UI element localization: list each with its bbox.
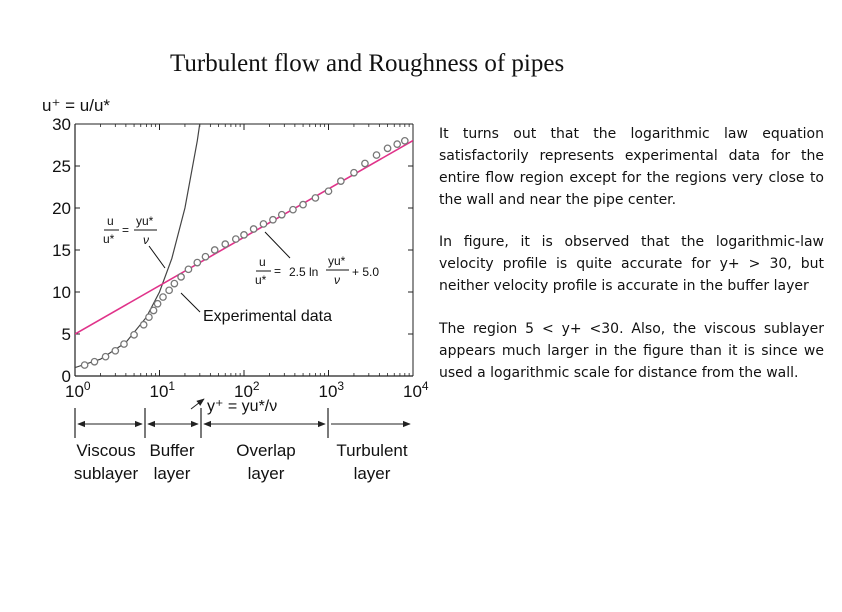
data-point: [131, 332, 137, 338]
data-point: [362, 160, 368, 166]
data-point: [222, 241, 228, 247]
log-eq-equals: =: [274, 264, 282, 278]
data-point: [351, 170, 357, 176]
viscous-eq-rhs-num: yu*: [136, 214, 154, 228]
data-point: [171, 280, 177, 286]
data-point: [185, 266, 191, 272]
region-overlap-line1: Overlap: [236, 441, 296, 460]
region-overlap-line2: layer: [247, 464, 285, 483]
data-point: [154, 301, 160, 307]
data-point: [112, 348, 118, 354]
data-point: [250, 226, 256, 232]
data-point: [146, 314, 152, 320]
y-tick-label: 25: [52, 157, 71, 176]
data-point: [211, 247, 217, 253]
y-tick-label: 5: [61, 325, 71, 344]
x-tick-label: $10^2$: [234, 379, 260, 401]
data-point: [194, 259, 200, 265]
x-axis-label: y⁺ = yu*/ν: [207, 398, 278, 415]
data-point: [166, 287, 172, 293]
data-point: [260, 221, 266, 227]
data-point: [384, 145, 390, 151]
log-eq-suffix: + 5.0: [352, 265, 380, 279]
log-eq-pointer: [265, 232, 290, 258]
x-tick-label: $10^0$: [65, 379, 91, 401]
log-eq-lhs-den: u*: [255, 273, 267, 287]
x-axis-label-group: [191, 398, 277, 415]
data-point: [178, 274, 184, 280]
data-point: [325, 188, 331, 194]
x-tick-label: $10^3$: [318, 379, 345, 401]
y-tick-label: 20: [52, 199, 71, 218]
x-axis-label-arrow: [191, 399, 204, 409]
data-point: [202, 254, 208, 260]
data-point: [160, 294, 166, 300]
log-eq-frac-num: yu*: [328, 254, 346, 268]
paragraph-accuracy: In figure, it is observed that the logarithmic-law velocity profile is quite accurate for y+ > 30, but neither velocity profile is accurate in the buffer layer: [439, 234, 824, 294]
log-eq-prefix: 2.5 ln: [289, 265, 319, 279]
data-point: [140, 322, 146, 328]
y-tick-label: 15: [52, 241, 71, 260]
data-point: [270, 217, 276, 223]
viscous-eq-lhs-num: u: [107, 214, 114, 228]
viscous-equation: [103, 214, 157, 247]
data-point: [121, 341, 127, 347]
region-viscous-line1: Viscous: [76, 441, 136, 460]
viscous-eq-rhs-den: ν: [143, 233, 149, 247]
x-tick-label: $10^4$: [403, 379, 429, 401]
experimental-data-label: Experimental data: [203, 308, 332, 325]
data-point: [312, 195, 318, 201]
data-point: [290, 206, 296, 212]
data-point: [91, 359, 97, 365]
experimental-data-pointer: [181, 293, 200, 312]
paragraph-log-law: It turns out that the logarithmic law equation satisfactorily represents experimental data for the entire flow region except for the regions very close to the wall and near the pipe center.: [439, 126, 824, 208]
paragraph-buffer-region: The region 5 < y+ <30. Also, the viscous sublayer appears much larger in the figure than it is since we used a logarithmic scale for distance from the wall.: [439, 321, 824, 381]
data-point: [233, 236, 239, 242]
y-tick-label: 0: [61, 367, 71, 386]
data-point: [402, 138, 408, 144]
region-turbulent-line2: layer: [353, 464, 391, 483]
viscous-eq-equals: =: [122, 223, 130, 237]
region-dividers: [75, 408, 328, 438]
y-tick-label: 10: [52, 283, 71, 302]
region-buffer-line1: Buffer: [149, 441, 195, 460]
x-tick-label: $10^1$: [149, 379, 176, 401]
log-eq-frac-den: ν: [334, 273, 340, 287]
data-point: [81, 362, 87, 368]
slide-title: Turbulent flow and Roughness of pipes: [170, 50, 565, 77]
log-eq-lhs-num: u: [259, 255, 266, 269]
data-point: [102, 353, 108, 359]
log-law-equation: [255, 254, 379, 287]
region-buffer-line2: layer: [153, 464, 191, 483]
data-point: [394, 141, 400, 147]
viscous-eq-lhs-den: u*: [103, 232, 115, 246]
viscous-eq-pointer: [149, 246, 165, 268]
data-point: [241, 232, 247, 238]
data-point: [300, 201, 306, 207]
data-point: [338, 178, 344, 184]
y-axis-label: u⁺ = u/u*: [42, 96, 111, 115]
region-turbulent-line1: Turbulent: [336, 441, 408, 460]
data-point: [279, 212, 285, 218]
y-tick-label: 30: [52, 115, 71, 134]
viscous-sublayer-curve: [75, 107, 202, 367]
data-point: [373, 152, 379, 158]
data-point: [150, 307, 156, 313]
region-viscous-line2: sublayer: [73, 464, 139, 483]
